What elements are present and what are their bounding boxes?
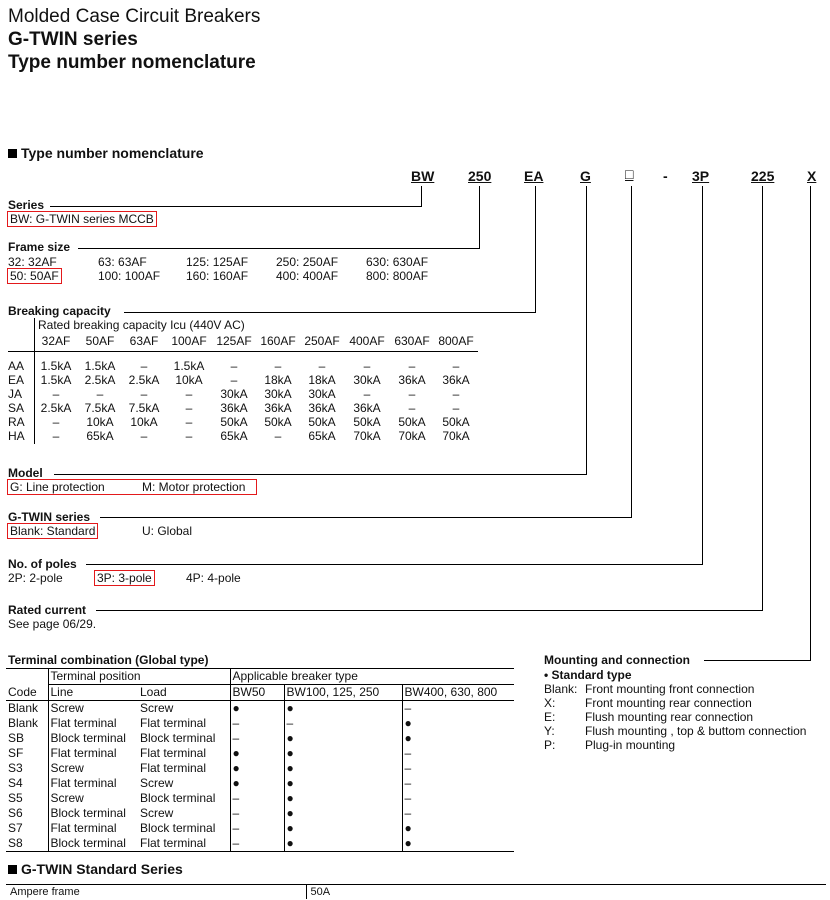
code-dash: -	[663, 168, 668, 184]
frame-item: 250: 250AF	[276, 255, 339, 269]
connector-breaking	[535, 186, 536, 312]
connector-breaking-h	[124, 312, 536, 313]
breaking-cell: 36kA	[398, 373, 426, 387]
breaking-cell: 2.5kA	[84, 373, 116, 387]
terminal-cell-bw50: –	[230, 806, 284, 821]
terminal-cell-code: S7	[8, 821, 23, 835]
breaking-cell: 36kA	[264, 401, 292, 415]
terminal-code-header: Code	[8, 684, 37, 699]
terminal-cell-code: SF	[8, 746, 24, 760]
terminal-cell-load: Screw	[140, 806, 174, 820]
mounting-item	[544, 738, 676, 752]
connector-series	[421, 186, 422, 206]
breaking-cell: –	[52, 415, 60, 429]
breaking-cell: 10kA	[175, 373, 203, 387]
terminal-cell-line: Block terminal	[48, 731, 138, 746]
terminal-cell-line: Screw	[48, 701, 138, 717]
poles-3p: 3P: 3-pole	[94, 570, 155, 586]
connector-model-h	[54, 474, 587, 475]
poles-4p: 4P: 4-pole	[186, 571, 241, 585]
mounting-item-key: X:	[544, 696, 556, 710]
terminal-cell-bw400: ●	[402, 836, 514, 852]
breaking-row	[8, 401, 478, 415]
terminal-row	[6, 716, 514, 731]
breaking-cell: 7.5kA	[128, 401, 160, 415]
breaking-cell: –	[185, 429, 193, 443]
terminal-cell-bw50: –	[230, 821, 284, 836]
mounting-item-value: Plug-in mounting	[585, 738, 676, 752]
terminal-bw100-header: BW100, 125, 250	[284, 685, 402, 701]
breaking-cell: 30kA	[353, 373, 381, 387]
connector-current-h	[96, 610, 763, 611]
terminal-cell-bw100: ●	[284, 731, 402, 746]
terminal-row	[6, 776, 514, 791]
terminal-applicable-header: Applicable breaker type	[230, 669, 514, 685]
terminal-cell-bw100: ●	[284, 746, 402, 761]
connector-poles	[702, 186, 703, 564]
frame-item: 32: 32AF	[8, 255, 57, 269]
gtwin-global: U: Global	[142, 524, 193, 538]
breaking-cell: 50kA	[264, 415, 292, 429]
mounting-item-value: Front mounting rear connection	[585, 696, 752, 710]
terminal-cell-line: Block terminal	[48, 806, 138, 821]
terminal-cell-line: Screw	[48, 791, 138, 806]
code-series: BW	[411, 168, 435, 184]
terminal-row	[6, 806, 514, 821]
mounting-item-key: E:	[544, 710, 556, 724]
breaking-cell: 50kA	[220, 415, 248, 429]
mounting-item-value: Front mounting front connection	[585, 682, 755, 696]
gtwin-label: G-TWIN series	[8, 510, 91, 524]
terminal-cell-bw100: ●	[284, 791, 402, 806]
square-bullet-icon	[8, 149, 17, 158]
breaking-cell: –	[96, 387, 104, 401]
standard-series-title: G-TWIN Standard Series	[21, 861, 183, 877]
terminal-cell-bw400: –	[402, 776, 514, 791]
terminal-cell-bw50: ●	[230, 776, 284, 791]
breaking-cell: –	[185, 401, 193, 415]
frame-item: 63: 63AF	[98, 255, 147, 269]
terminal-cell-bw100: ●	[284, 776, 402, 791]
terminal-load-header: Load	[140, 685, 167, 699]
connector-gtwin	[631, 186, 632, 517]
connector-frame	[479, 186, 480, 248]
breaking-cell: 36kA	[442, 373, 470, 387]
connector-series-h	[50, 206, 422, 207]
code-frame: 250	[468, 168, 492, 184]
terminal-cell-code: S5	[8, 791, 23, 805]
mounting-item-key: Blank:	[544, 682, 578, 696]
breaking-cell: 2.5kA	[128, 373, 160, 387]
breaking-col-header: 630AF	[394, 334, 430, 349]
breaking-cell: 18kA	[308, 373, 336, 387]
terminal-position-header: Terminal position	[48, 669, 230, 685]
current-note: See page 06/29.	[8, 617, 97, 631]
terminal-cell-bw400: –	[402, 791, 514, 806]
section-heading	[8, 145, 204, 161]
terminal-bw50-header: BW50	[230, 685, 284, 701]
breaking-cell: 36kA	[220, 401, 248, 415]
breaking-cell: –	[185, 387, 193, 401]
breaking-row-code: HA	[8, 429, 25, 443]
breaking-cell: –	[318, 359, 326, 373]
ampere-frame-value: 50A	[306, 885, 826, 900]
breaking-cell: 36kA	[353, 401, 381, 415]
series-label: Series	[8, 198, 45, 212]
series-value: BW: G-TWIN series MCCB	[7, 211, 157, 227]
terminal-cell-load: Screw	[140, 701, 174, 715]
terminal-cell-code: S8	[8, 836, 23, 850]
section-heading-text: Type number nomenclature	[21, 145, 204, 161]
breaking-cell: 1.5kA	[40, 359, 72, 373]
terminal-cell-line: Screw	[48, 761, 138, 776]
mounting-item	[544, 710, 754, 724]
terminal-cell-load: Flat terminal	[140, 761, 207, 775]
terminal-cell-bw100: ●	[284, 806, 402, 821]
breaking-cell: 65kA	[220, 429, 248, 443]
code-gtwin: □	[625, 166, 634, 182]
breaking-cell: 10kA	[130, 415, 158, 429]
code-breaking: EA	[524, 168, 544, 184]
breaking-table	[8, 332, 478, 443]
terminal-cell-code: S6	[8, 806, 23, 820]
terminal-cell-bw400: –	[402, 806, 514, 821]
breaking-cell: 50kA	[442, 415, 470, 429]
breaking-cell: 70kA	[442, 429, 470, 443]
breaking-cell: –	[230, 359, 238, 373]
terminal-row	[6, 731, 514, 746]
page-title: Type number nomenclature	[8, 52, 256, 73]
frame-item: 125: 125AF	[186, 255, 249, 269]
breaking-row	[8, 429, 478, 443]
terminal-cell-line: Block terminal	[48, 836, 138, 852]
breaking-cell: –	[408, 387, 416, 401]
breaking-cell: –	[363, 387, 371, 401]
code-model: G	[580, 168, 591, 184]
breaking-cell: 1.5kA	[173, 359, 205, 373]
terminal-row	[6, 836, 514, 852]
breaking-row	[8, 373, 478, 387]
breaking-col-header: 160AF	[260, 334, 296, 349]
breaking-label: Breaking capacity	[8, 304, 111, 318]
breaking-cell: 1.5kA	[84, 359, 116, 373]
code-mounting: X	[807, 168, 817, 184]
current-label: Rated current	[8, 603, 87, 617]
breaking-row	[8, 415, 478, 429]
terminal-cell-load: Flat terminal	[140, 716, 207, 730]
code-poles: 3P	[692, 168, 710, 184]
mounting-item	[544, 696, 752, 710]
mounting-label: Mounting and connection	[544, 653, 690, 667]
breaking-col-header: 100AF	[171, 334, 207, 349]
terminal-title: Terminal combination (Global type)	[8, 653, 209, 667]
model-option-g: G: Line protection	[10, 480, 105, 494]
mounting-item-key: P:	[544, 738, 556, 752]
breaking-cell: 1.5kA	[40, 373, 72, 387]
breaking-cell: –	[52, 429, 60, 443]
frame-item: 160: 160AF	[186, 269, 249, 283]
breaking-cell: –	[140, 387, 148, 401]
terminal-cell-bw400: –	[402, 761, 514, 776]
breaking-col-header: 800AF	[438, 334, 474, 349]
terminal-cell-line: Flat terminal	[48, 821, 138, 836]
terminal-cell-load: Block terminal	[140, 791, 216, 805]
terminal-row	[6, 746, 514, 761]
connector-gtwin-h	[100, 517, 632, 518]
breaking-cell: –	[363, 359, 371, 373]
breaking-col-header: 32AF	[41, 334, 71, 349]
frame-item-selected: 50: 50AF	[7, 268, 62, 284]
mounting-item-value: Flush mounting rear connection	[585, 710, 754, 724]
breaking-col-header: 50AF	[85, 334, 115, 349]
terminal-cell-code: Blank	[8, 701, 39, 715]
terminal-cell-bw400: ●	[402, 821, 514, 836]
breaking-row	[8, 359, 478, 373]
ampere-frame-label: Ampere frame	[10, 886, 80, 898]
breaking-cell: 70kA	[398, 429, 426, 443]
breaking-row-code: EA	[8, 373, 25, 387]
breaking-cell: –	[185, 415, 193, 429]
breaking-cell: –	[230, 373, 238, 387]
frame-item: 100: 100AF	[98, 269, 161, 283]
breaking-cell: 70kA	[353, 429, 381, 443]
breaking-cell: 30kA	[308, 387, 336, 401]
breaking-cell: –	[452, 387, 460, 401]
breaking-cell: 50kA	[353, 415, 381, 429]
terminal-row	[6, 761, 514, 776]
terminal-cell-bw100: ●	[284, 836, 402, 852]
terminal-cell-bw400: ●	[402, 731, 514, 746]
model-label: Model	[8, 466, 43, 480]
terminal-cell-bw50: –	[230, 716, 284, 731]
terminal-cell-load: Flat terminal	[140, 836, 207, 850]
doc-category: Molded Case Circuit Breakers	[8, 6, 261, 27]
terminal-row	[6, 791, 514, 806]
breaking-subtitle: Rated breaking capacity Icu (440V AC)	[38, 318, 245, 332]
breaking-cell: 36kA	[308, 401, 336, 415]
breaking-cell: 2.5kA	[40, 401, 72, 415]
breaking-cell: –	[140, 359, 148, 373]
poles-2p: 2P: 2-pole	[8, 571, 63, 585]
terminal-cell-line: Flat terminal	[48, 716, 138, 731]
terminal-row	[6, 701, 514, 717]
doc-series-title: G-TWIN series	[8, 29, 138, 50]
terminal-cell-bw100: ●	[284, 821, 402, 836]
breaking-cell: 65kA	[308, 429, 336, 443]
terminal-cell-bw100: –	[284, 716, 402, 731]
connector-current	[762, 186, 763, 610]
model-options	[7, 479, 257, 495]
terminal-cell-code: Blank	[8, 716, 39, 730]
breaking-cell: –	[408, 359, 416, 373]
poles-label: No. of poles	[8, 557, 77, 571]
frame-item: 800: 800AF	[366, 269, 429, 283]
terminal-cell-bw400: –	[402, 701, 514, 717]
connector-poles-h	[86, 564, 703, 565]
terminal-table	[6, 668, 514, 852]
terminal-cell-bw50: ●	[230, 761, 284, 776]
breaking-cell: 50kA	[398, 415, 426, 429]
breaking-col-header: 400AF	[349, 334, 385, 349]
mounting-item	[544, 724, 807, 738]
breaking-cell: –	[408, 401, 416, 415]
square-bullet-icon	[8, 865, 17, 874]
connector-frame-h	[78, 248, 480, 249]
terminal-cell-load: Flat terminal	[140, 746, 207, 760]
breaking-row-code: SA	[8, 401, 25, 415]
breaking-cell: –	[52, 387, 60, 401]
breaking-row-code: JA	[8, 387, 23, 401]
terminal-line-header: Line	[48, 685, 138, 701]
breaking-col-header: 250AF	[304, 334, 340, 349]
terminal-cell-bw50: ●	[230, 701, 284, 717]
breaking-row-code: RA	[8, 415, 25, 429]
gtwin-standard: Blank: Standard	[7, 523, 98, 539]
terminal-cell-bw50: –	[230, 836, 284, 852]
breaking-cell: –	[452, 359, 460, 373]
terminal-cell-bw100: ●	[284, 761, 402, 776]
breaking-cell: 65kA	[86, 429, 114, 443]
breaking-cell: 18kA	[264, 373, 292, 387]
terminal-cell-bw400: ●	[402, 716, 514, 731]
frame-item: 630: 630AF	[366, 255, 429, 269]
terminal-cell-code: SB	[8, 731, 25, 745]
model-option-m: M: Motor protection	[142, 480, 246, 494]
breaking-cell: –	[140, 429, 148, 443]
terminal-bw400-header: BW400, 630, 800	[402, 685, 514, 701]
terminal-cell-bw100: ●	[284, 701, 402, 717]
connector-mounting-h	[704, 660, 811, 661]
terminal-cell-load: Block terminal	[140, 731, 216, 745]
breaking-cell: –	[274, 359, 282, 373]
terminal-cell-line: Flat terminal	[48, 746, 138, 761]
connector-model	[586, 186, 587, 474]
code-current: 225	[751, 168, 775, 184]
mounting-item-value: Flush mounting , top & buttom connection	[585, 724, 807, 738]
standard-series-heading	[8, 861, 183, 877]
mounting-item-key: Y:	[544, 724, 555, 738]
breaking-cell: 7.5kA	[84, 401, 116, 415]
terminal-cell-load: Block terminal	[140, 821, 216, 835]
connector-mounting	[810, 186, 811, 660]
terminal-cell-bw400: –	[402, 746, 514, 761]
terminal-cell-code: S4	[8, 776, 23, 790]
standard-series-table	[6, 884, 826, 899]
mounting-standard-type: • Standard type	[544, 668, 632, 682]
frame-item: 400: 400AF	[276, 269, 339, 283]
breaking-col-header: 125AF	[216, 334, 252, 349]
breaking-cell: 10kA	[86, 415, 114, 429]
breaking-row-code: AA	[8, 359, 25, 373]
terminal-cell-line: Flat terminal	[48, 776, 138, 791]
breaking-cell: 30kA	[264, 387, 292, 401]
breaking-cell: –	[274, 429, 282, 443]
terminal-cell-bw50: ●	[230, 746, 284, 761]
breaking-row	[8, 387, 478, 401]
terminal-cell-code: S3	[8, 761, 23, 775]
frame-label: Frame size	[8, 240, 71, 254]
breaking-cell: 30kA	[220, 387, 248, 401]
breaking-cell: 50kA	[308, 415, 336, 429]
terminal-cell-bw50: –	[230, 731, 284, 746]
breaking-col-header: 63AF	[129, 334, 159, 349]
terminal-cell-load: Screw	[140, 776, 174, 790]
terminal-cell-bw50: –	[230, 791, 284, 806]
terminal-row	[6, 821, 514, 836]
breaking-cell: –	[452, 401, 460, 415]
mounting-item	[544, 682, 755, 696]
